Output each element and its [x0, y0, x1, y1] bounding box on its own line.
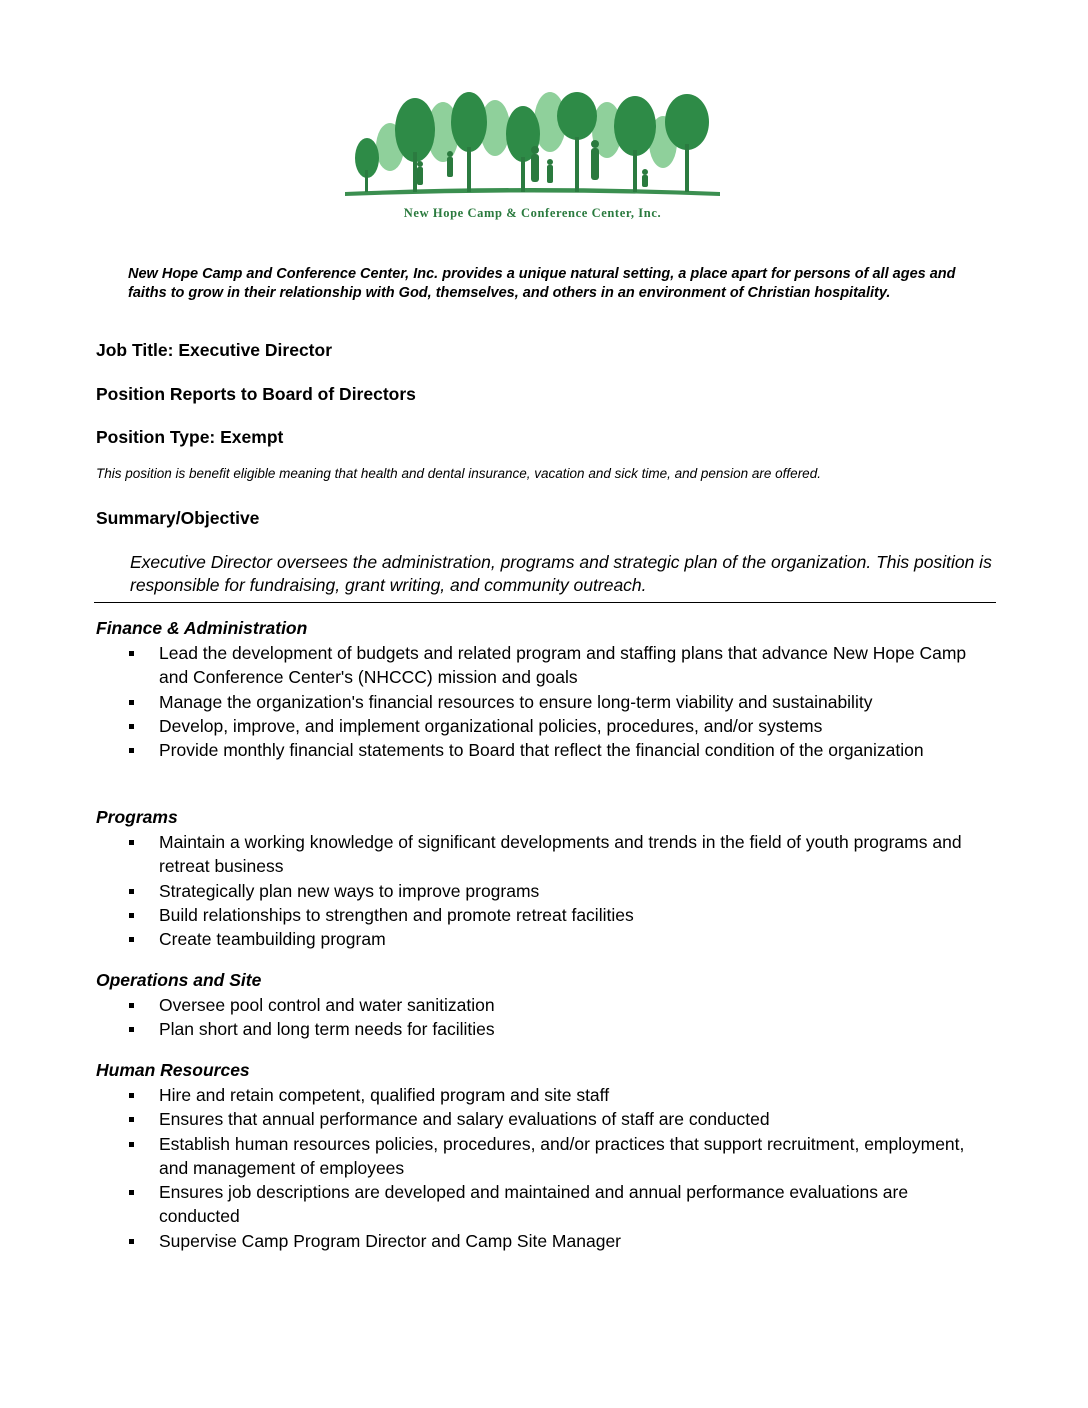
list-item: Plan short and long term needs for facilities [159, 1017, 979, 1041]
mission-statement: New Hope Camp and Conference Center, Inc. provides a unique natural setting, a place apart for persons of all ages and faiths to grow in their relationship with God, themselves, and others in an environment of Christian hospitality. [128, 266, 956, 301]
list-item: Maintain a working knowledge of significant developments and trends in the field of youth programs and retreat business [159, 830, 979, 879]
logo [345, 92, 720, 222]
job-title: Job Title: Executive Director [96, 340, 333, 360]
position-type: Position Type: Exempt [96, 427, 284, 447]
benefit-note: This position is benefit eligible meaning that health and dental insurance, vacation and sick time, and pension are offered. [96, 466, 821, 481]
logo-caption: New Hope Camp & Conference Center, Inc. [403, 206, 662, 220]
bullet-icon [129, 700, 134, 705]
list-item: Build relationships to strengthen and promote retreat facilities [159, 903, 979, 927]
divider [94, 602, 996, 603]
bullet-icon [129, 651, 134, 656]
list-item: Create teambuilding program [159, 927, 979, 951]
list-item: Develop, improve, and implement organizational policies, procedures, and/or systems [159, 714, 979, 738]
summary-heading: Summary/Objective [96, 508, 260, 528]
finance-list [0, 641, 979, 762]
section-heading-human-resources: Human Resources [96, 1060, 250, 1080]
list-item: Hire and retain competent, qualified program and site staff [159, 1083, 979, 1107]
programs-list [0, 830, 979, 951]
bullet-icon [129, 1142, 134, 1147]
bullet-icon [129, 840, 134, 845]
bullet-icon [129, 724, 134, 729]
bullet-icon [129, 889, 134, 894]
bullet-icon [129, 1027, 134, 1032]
reports-to: Position Reports to Board of Directors [96, 384, 416, 404]
bullet-icon [129, 913, 134, 918]
summary-text: Executive Director oversees the administration, programs and strategic plan of the organization. This position is responsible for fundraising, grant writing, and community outreach. [130, 552, 992, 595]
list-item: Establish human resources policies, procedures, and/or practices that support recruitment, employment, and management of employees [159, 1132, 979, 1181]
list-item: Lead the development of budgets and related program and staffing plans that advance New Hope Camp and Conference Center's (NHCCC) mission and goals [159, 641, 979, 690]
list-item: Ensures job descriptions are developed and maintained and annual performance evaluations are conducted [159, 1180, 979, 1229]
trees-logo-graphic [345, 92, 720, 202]
bullet-icon [129, 1003, 134, 1008]
list-item: Strategically plan new ways to improve programs [159, 879, 979, 903]
list-item: Oversee pool control and water sanitization [159, 993, 979, 1017]
bullet-icon [129, 1190, 134, 1195]
list-item: Provide monthly financial statements to Board that reflect the financial condition of the organization [159, 738, 979, 762]
bullet-icon [129, 1239, 134, 1244]
operations-list [0, 993, 979, 1042]
section-heading-programs: Programs [96, 807, 178, 827]
list-item: Ensures that annual performance and salary evaluations of staff are conducted [159, 1107, 979, 1131]
human-resources-list [0, 1083, 979, 1253]
list-item: Supervise Camp Program Director and Camp Site Manager [159, 1229, 979, 1253]
bullet-icon [129, 937, 134, 942]
section-heading-operations: Operations and Site [96, 970, 262, 990]
section-heading-finance: Finance & Administration [96, 618, 308, 638]
bullet-icon [129, 748, 134, 753]
bullet-icon [129, 1093, 134, 1098]
list-item: Manage the organization's financial resources to ensure long-term viability and sustainability [159, 690, 979, 714]
bullet-icon [129, 1117, 134, 1122]
